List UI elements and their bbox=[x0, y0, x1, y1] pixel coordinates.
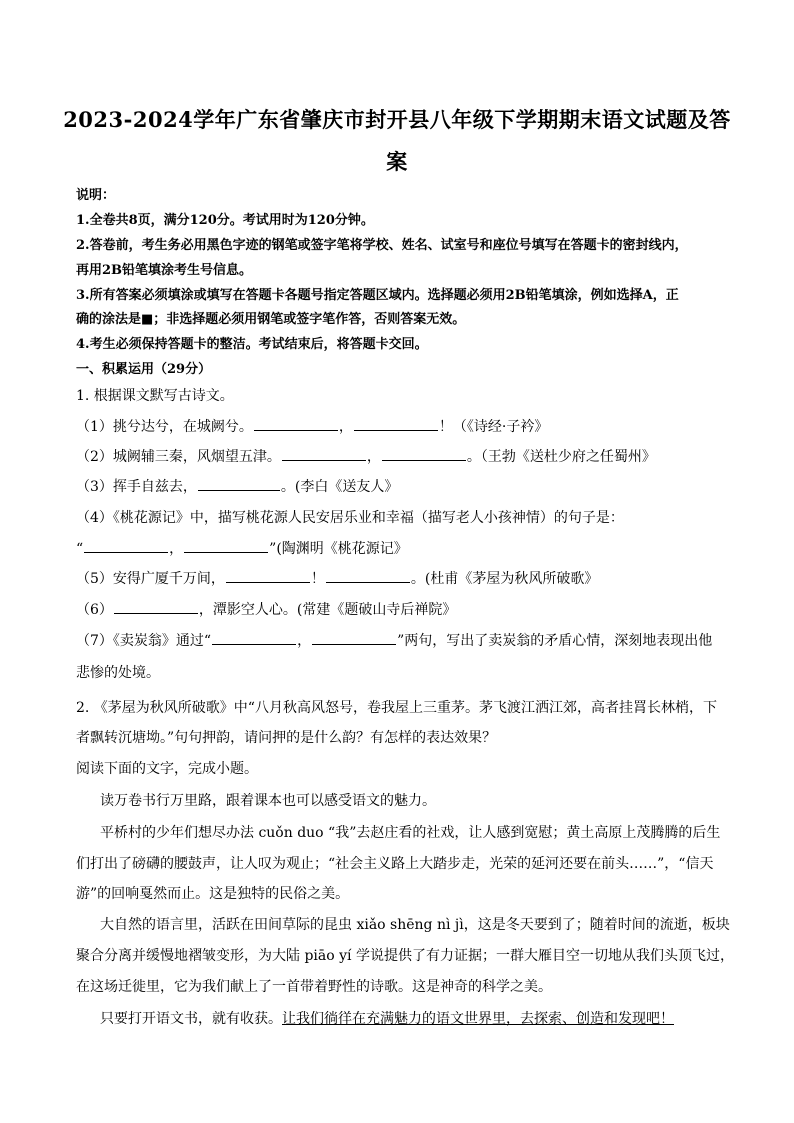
notes-heading: 说明： bbox=[76, 188, 116, 203]
q1-item-text: ！（《诗经·子衿》 bbox=[438, 419, 549, 435]
answer-blank[interactable] bbox=[212, 632, 296, 645]
q1-item-text: 。（王勃《送杜少府之任蜀州》 bbox=[466, 449, 656, 465]
q1-item-text: ！ bbox=[310, 571, 325, 587]
q1-item-text: （1）挑兮达兮，在城阙兮。 bbox=[76, 419, 253, 435]
reading-paragraph-3-cont: 在这场迁徙里，它为我们献上了一首带着野性的诗歌。这是神奇的科学之美。 bbox=[76, 979, 552, 995]
q1-item-text: （6） bbox=[76, 602, 113, 618]
reading-instruction: 阅读下面的文字，完成小题。 bbox=[76, 761, 258, 777]
q1-item-text: ， bbox=[338, 419, 353, 435]
answer-blank[interactable] bbox=[84, 540, 168, 553]
answer-blank[interactable] bbox=[198, 478, 280, 491]
question-1-stem: 1. 根据课文默写古诗文。 bbox=[76, 388, 234, 404]
reading-paragraph-2-cont: 游”的回响戛然而止。这是独特的民俗之美。 bbox=[76, 886, 350, 902]
question-2-line-2: 者飘转沉塘坳。”句句押韵，请问押的是什么韵？有怎样的表达效果？ bbox=[76, 730, 497, 746]
reading-paragraph-3: 大自然的语言里，活跃在田间草际的昆虫 xiǎo shēng nì jì，这是冬天要到了；随着时间的流逝，板块 bbox=[100, 917, 730, 933]
answer-blank[interactable] bbox=[354, 418, 438, 431]
note-3-cont: 确的涂法是■；非选择题必须用钢笔或签字笔作答，否则答案无效。 bbox=[76, 312, 466, 327]
q1-item-3 bbox=[76, 476, 722, 496]
note-1: 1.全卷共8页，满分120分。考试用时为120分钟。 bbox=[76, 213, 374, 228]
answer-blank[interactable] bbox=[382, 448, 466, 461]
reading-paragraph-2-cont: 们打出了磅礴的腰鼓声，让人叹为观止；“社会主义路上大踏步走，光荣的延河还要在前头……”，“信天 bbox=[76, 856, 714, 872]
reading-text: 只要打开语文书，就有收获。 bbox=[100, 1011, 282, 1027]
reading-paragraph-3-cont: 聚合分离并缓慢地褶皱变形，为大陆 piāo yí 学说提供了有力证据；一群大雁目空一切地从我们头顶飞过， bbox=[76, 948, 734, 964]
underlined-sentence: 让我们徜徉在充满魅力的语文世界里，去探索、创造和发现吧！ bbox=[282, 1011, 674, 1027]
q1-item-text: （3）挥手自兹去， bbox=[76, 479, 197, 495]
answer-blank[interactable] bbox=[254, 418, 338, 431]
reading-paragraph-2: 平桥村的少年们想尽办法 cuǒn duo “我”去赵庄看的社戏，让人感到宽慰；黄土高原上茂腾腾的后生 bbox=[100, 825, 721, 841]
q1-item-6 bbox=[76, 599, 722, 619]
q1-item-text: 。(杜甫《茅屋为秋风所破歌》 bbox=[410, 571, 599, 587]
q1-item-text: ， bbox=[366, 449, 381, 465]
q1-item-text: ， bbox=[297, 633, 312, 649]
reading-paragraph-1: 读万卷书行万里路，跟着课本也可以感受语文的魅力。 bbox=[100, 793, 436, 809]
q1-item-text: （2）城阙辅三秦，风烟望五津。 bbox=[76, 449, 281, 465]
q1-item-text: 。(李白《送友人》 bbox=[280, 479, 399, 495]
q1-item-text: ”(陶渊明《桃花源记》 bbox=[269, 541, 408, 557]
question-2-line-1: 2. 《茅屋为秋风所破歌》中“八月秋高风怒号，卷我屋上三重茅。茅飞渡江洒江郊，高者挂罥长林梢，下 bbox=[76, 700, 717, 716]
q1-item-1 bbox=[76, 416, 722, 436]
answer-blank[interactable] bbox=[326, 570, 410, 583]
section-heading: 一、积累运用（29分） bbox=[76, 362, 212, 377]
note-4: 4.考生必须保持答题卡的整洁。考试结束后，将答题卡交回。 bbox=[76, 337, 428, 352]
q1-item-text: ， bbox=[169, 541, 184, 557]
q1-item-text: （7）《卖炭翁》通过“ bbox=[76, 633, 212, 649]
q1-item-text: （5）安得广厦千万间， bbox=[76, 571, 225, 587]
q1-item-text: “ bbox=[76, 541, 84, 557]
q1-item-2 bbox=[76, 446, 722, 466]
note-2-cont: 再用2B铅笔填涂考生号信息。 bbox=[76, 263, 253, 278]
note-2: 2.答卷前，考生务必用黑色字迹的钢笔或签字笔将学校、姓名、试室号和座位号填写在答题卡的密封线内， bbox=[76, 238, 688, 253]
q1-item-5 bbox=[76, 568, 722, 588]
page-title: 2023-2024学年广东省肇庆市封开县八年级下学期期末语文试题及答 bbox=[63, 107, 731, 132]
answer-blank[interactable] bbox=[312, 632, 396, 645]
q1-item-7 bbox=[76, 630, 722, 650]
page-title-continued: 案 bbox=[386, 149, 408, 174]
answer-blank[interactable] bbox=[184, 540, 268, 553]
reading-paragraph-4 bbox=[100, 1008, 746, 1028]
q1-item-4-answer bbox=[76, 538, 722, 558]
q1-item-text: ”两句，写出了卖炭翁的矛盾心情，深刻地表现出他 bbox=[397, 633, 713, 649]
answer-blank[interactable] bbox=[226, 570, 310, 583]
q1-item-4: （4）《桃花源记》中，描写桃花源人民安居乐业和幸福（描写老人小孩神情）的句子是： bbox=[76, 510, 624, 526]
note-3: 3.所有答案必须填涂或填写在答题卡各题号指定答题区域内。选择题必须用2B铅笔填涂，例如选择A，正 bbox=[76, 288, 679, 303]
answer-blank[interactable] bbox=[114, 601, 198, 614]
answer-blank[interactable] bbox=[282, 448, 366, 461]
q1-item-text: ，潭影空人心。(常建《题破山寺后禅院》 bbox=[198, 602, 457, 618]
q1-item-7-cont: 悲惨的处境。 bbox=[76, 665, 160, 681]
